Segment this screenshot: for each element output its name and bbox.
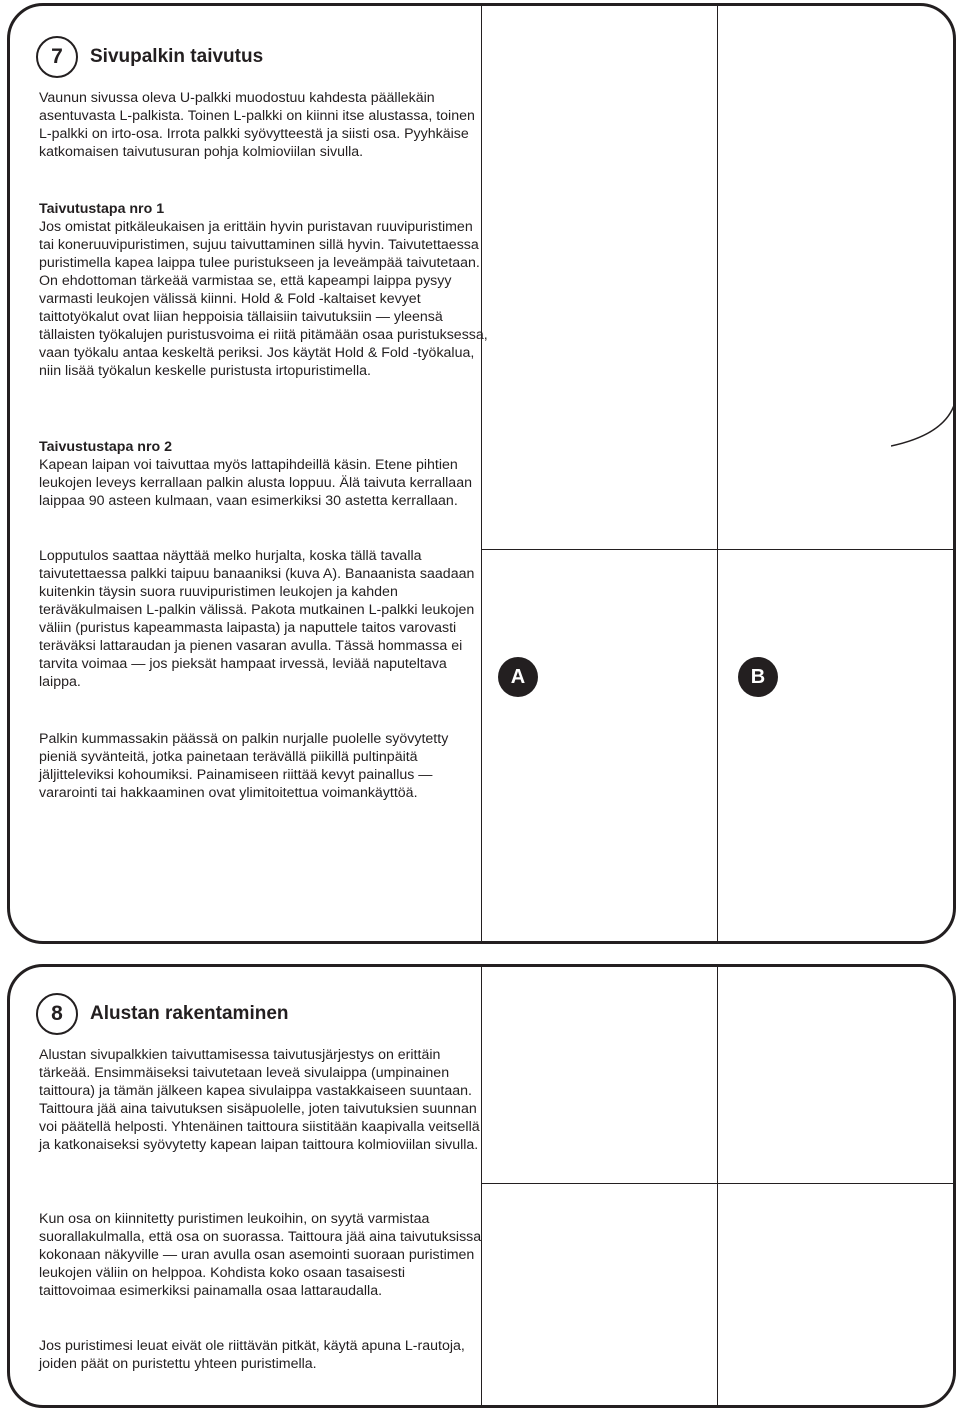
paragraph-2: Kun osa on kiinnitetty puristimen leukoihin, on syytä varmistaa suorallakulmalla, että osa on suorassa. Taittoura jää aina taivutuksissa kokonaan näkyville — uran avulla osan asemointi suoraan puristimen leukojen väliin on helppoa. Kohdista koko osaan tasaisesti taittovoimaa esimerkiksi painamalla osaa lattaraudalla.: [39, 1211, 482, 1299]
section-8-card: [7, 964, 956, 1408]
ends-paragraph: Palkin kummassakin päässä on palkin nurjalle puolelle syövytetty pieniä syvänteitä, jotka painetaan terävällä piikillä pultinpäitä jäljitteleviksi kohoumiksi. Painamiseen riittää kevyt painallus — vararointi tai hakkaaminen ovat ylimitoitettua voimankäyttöä.: [39, 731, 449, 801]
paragraph-3: Jos puristimesi leuat eivät ole riittävän pitkät, käytä apuna L-rautoja, joiden päät on puristettu yhteen puristimella.: [39, 1338, 465, 1372]
section-7-header: [36, 36, 263, 78]
step-number-badge: 7: [36, 36, 78, 78]
method-1-paragraph: Jos omistat pitkäleukaisen ja erittäin hyvin puristavan ruuvipuristimen tai koneruuvipuristimen, sujuu taivuttaminen sillä hyvin. Taivutettaessa puristimella kapea laippa tulee puristukseen ja leveämpää taivutetaan. On ehdottoman tärkeää varmistaa se, että kapeampi laippa pysyy varmasti leukojen välissä kiinni. Hold & Fold -kaltaiset kevyet taittotyökalut ovat liian heppoisia tällaisiin taivutuksiin — yleensä tällaisten työkalujen puristusvoima ei riitä pitämään osaa puristuksessa, vaan työkalu antaa keskeltä periksi. Jos käytät Hold & Fold -työkalua, niin lisää työkalun keskelle puristusta irtopuristimella.: [39, 219, 488, 379]
row-divider: [481, 1183, 956, 1184]
section-title: Sivupalkin taivutus: [90, 46, 264, 67]
figure-label-a: A: [498, 657, 538, 697]
result-paragraph: Lopputulos saattaa näyttää melko hurjalta, koska tällä tavalla taivutettaessa palkki taipuu banaaniksi (kuva A). Banaanista saadaan kuitenkin täysin suora ruuvipuristimen leukojen ja kahden teräväkulmaisen L-palkin välissä. Pakota mutkainen L-palkki leukojen väliin (puristus kapeammasta laipasta) ja naputtele taitos varovasti teräväksi lattaraudan ja pienen vasaran avulla. Tässä hommassa ei tarvita voimaa — jos pieksät hampaat irvessä, leviää naputeltava laippa.: [39, 548, 475, 690]
method-2-heading: Taivustustapa nro 2: [39, 439, 172, 455]
method-1-heading: Taivutustapa nro 1: [39, 201, 165, 217]
section-title: Alustan rakentaminen: [90, 1003, 289, 1024]
section-7-card: [7, 3, 956, 944]
row-divider: [481, 549, 956, 550]
intro-paragraph: Vaunun sivussa oleva U-palkki muodostuu kahdesta päällekäin asentuvasta L-palkista. Toinen L-palkki on kiinni itse alustassa, toinen L-palkki on irto-osa. Irrota palkki syövytteestä ja siisti osa. Pyyhkäise katkomaisen taivutusuran pohja kolmioviilan sivulla.: [39, 90, 475, 160]
paragraph-1: Alustan sivupalkkien taivuttamisessa taivutusjärjestys on erittäin tärkeää. Ensimmäiseksi taivutetaan leveä sivulaippa (umpinainen taittoura) ja tämän jälkeen kapea sivulaippa vastakkaiseen suuntaan. Taittoura jää aina taivutuksen sisäpuolelle, joten taivutuksien suunnan voi päätellä helposti. Yhtenäinen taittoura siistitään kaapivalla veitsellä ja katkonaiseksi syövytetty kapean laipan taittoura kolmioviilan sivulla.: [39, 1047, 480, 1153]
step-number-badge: 8: [36, 993, 78, 1035]
method-2-block: [39, 438, 489, 510]
figure-label-b: B: [738, 657, 778, 697]
column-divider: [717, 967, 718, 1405]
section-8-header: [36, 993, 289, 1035]
panel-corner-curve: [891, 386, 956, 466]
column-divider: [717, 6, 718, 941]
method-2-paragraph: Kapean laipan voi taivuttaa myös lattapihdeillä käsin. Etene pihtien leukojen leveys kerrallaan palkin alusta loppuu. Älä taivuta kerrallaan laippaa 90 asteen kulmaan, vaan esimerkiksi 30 astetta kerrallaan.: [39, 457, 472, 509]
method-1-block: [39, 200, 489, 380]
